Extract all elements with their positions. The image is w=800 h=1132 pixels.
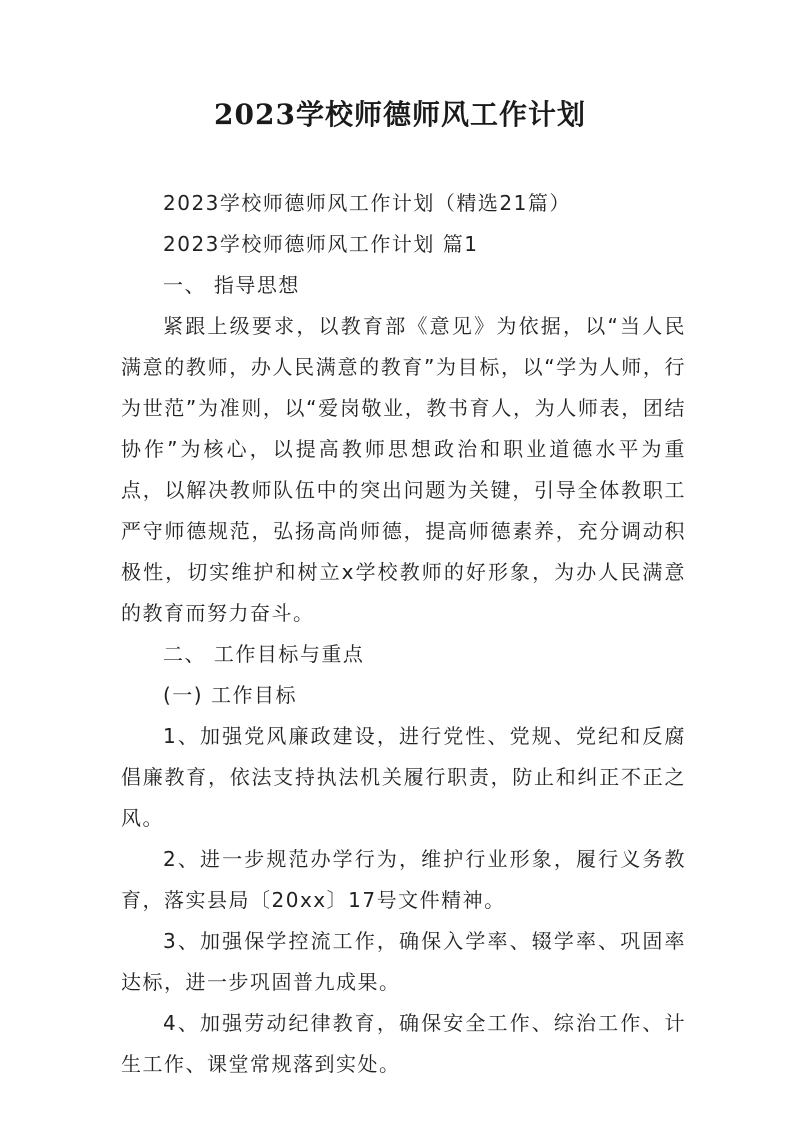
list-item-goal-1: 1、加强党风廉政建设，进行党性、党规、党纪和反腐倡廉教育，依法支持执法机关履行职责，防止和纠正不正之风。 (121, 724, 686, 830)
document-title: 2023学校师德师风工作计划 (214, 98, 586, 131)
subsection-heading-work-goals: (一) 工作目标 (163, 683, 297, 707)
paragraph-guiding-ideology: 紧跟上级要求，以教育部《意见》为依据，以“当人民满意的教师，办人民满意的教育”为目标，以“学为人师，行为世范”为准则，以“爱岗敬业，教书育人，为人师表，团结协作”为核心，以提高教师思想政治和职业道德水平为重点，以解决教师队伍中的突出问题为关键，引导全体教职工严守师德规范，弘扬高尚师德，提高师德素养，充分调动积极性，切实维护和树立x学校教师的好形象，为办人民满意的教育而努力奋斗。 (121, 314, 686, 625)
list-item-goal-3: 3、加强保学控流工作，确保入学率、辍学率、巩固率达标，进一步巩固普九成果。 (121, 929, 686, 994)
paragraph-chapter-heading: 2023学校师德师风工作计划 篇1 (163, 232, 479, 256)
list-item-goal-2: 2、进一步规范办学行为，维护行业形象，履行义务教育，落实县局〔20xx〕17号文件精神。 (121, 847, 686, 912)
section-heading-goals-and-focus: 二、 工作目标与重点 (163, 642, 365, 666)
document-body (121, 183, 686, 1085)
paragraph-subtitle: 2023学校师德师风工作计划（精选21篇） (163, 191, 571, 215)
list-item-goal-4: 4、加强劳动纪律教育，确保安全工作、综治工作、计生工作、课堂常规落到实处。 (121, 1011, 686, 1076)
section-heading-guiding-ideology: 一、 指导思想 (163, 273, 300, 297)
